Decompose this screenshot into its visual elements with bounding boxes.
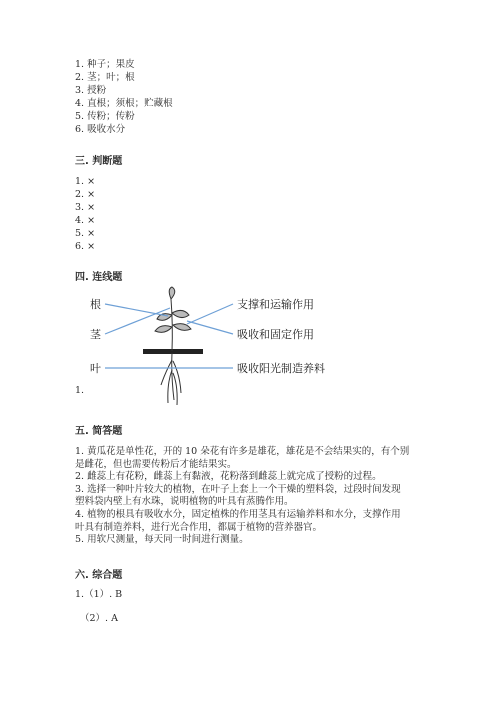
section-heading: 三. 判断题 [75, 156, 123, 167]
connection-line [187, 321, 233, 334]
connection-line [187, 304, 233, 324]
matching-diagram [75, 285, 375, 410]
plant-leaf [169, 287, 175, 299]
answer-line: 6. × [75, 241, 96, 252]
answer-line: 5. 用软尺测量，每天同一时间进行测量。 [75, 534, 249, 546]
right-label: 吸收阳光制造养料 [237, 362, 325, 375]
plant-leaf [173, 324, 191, 331]
plant-leaf [155, 326, 172, 333]
answer-line: 3. 授粉 [75, 85, 107, 96]
left-label: 根 [90, 298, 101, 311]
answer-line: 3. × [75, 202, 96, 213]
answer-line: 2. 茎；叶；根 [75, 72, 135, 83]
answer-line: 叶具有制造养料，进行光合作用，都属于植物的营养器官。 [75, 521, 323, 533]
answer-line: 5. × [75, 228, 96, 239]
answer-line: 1. × [75, 176, 96, 187]
answer-line: （2）. A [80, 613, 118, 624]
answer-line: 4. 植物的根具有吸收水分，固定植株的作用茎具有运输养料和水分，支撑作用 [75, 508, 401, 520]
right-label: 吸收和固定作用 [237, 328, 314, 341]
answer-line: 5. 传粉；传粉 [75, 111, 135, 122]
answer-line: 是雌花，但也需要传粉后才能结果实。 [75, 458, 237, 470]
section-heading: 五. 简答题 [75, 426, 123, 437]
plant-root [161, 360, 172, 385]
answer-line: 塑料袋内壁上有水珠，说明植物的叶具有蒸腾作用。 [75, 496, 294, 508]
plant-root [168, 370, 172, 403]
answer-line: 4. 直根；须根；贮藏根 [75, 98, 173, 109]
plant-leaf [172, 310, 189, 317]
connection-line [105, 304, 168, 316]
answer-line: 1. 黄瓜花是单性花，开的 10 朵花有许多是雄花，雄花是不会结果实的，有个别 [75, 446, 410, 457]
answer-line: 2. 雌蕊上有花粉，雌蕊上有黏液，花粉落到雌蕊上就完成了授粉的过程。 [75, 471, 382, 483]
answer-line: 1. 种子；果皮 [75, 59, 135, 70]
plant-stem [171, 299, 172, 351]
answer-line: 1.（1）. B [75, 589, 123, 600]
answer-line: 4. × [75, 215, 96, 226]
section-heading: 六. 综合题 [75, 570, 123, 581]
item-number: 1. [75, 385, 85, 396]
answer-line: 2. × [75, 189, 96, 200]
plant-illustration [143, 287, 203, 405]
soil-strip [143, 349, 203, 354]
answer-line: 6. 吸收水分 [75, 124, 126, 135]
answer-line: 3. 选择一种叶片较大的植物，在叶子上套上一个干燥的塑料袋，过段时间发现 [75, 483, 401, 495]
plant-root [173, 373, 177, 405]
left-label: 叶 [90, 362, 101, 375]
right-label: 支撑和运输作用 [237, 298, 314, 311]
section-heading: 四. 连线题 [75, 272, 123, 283]
answer-paragraph [75, 446, 435, 547]
left-label: 茎 [90, 328, 101, 341]
